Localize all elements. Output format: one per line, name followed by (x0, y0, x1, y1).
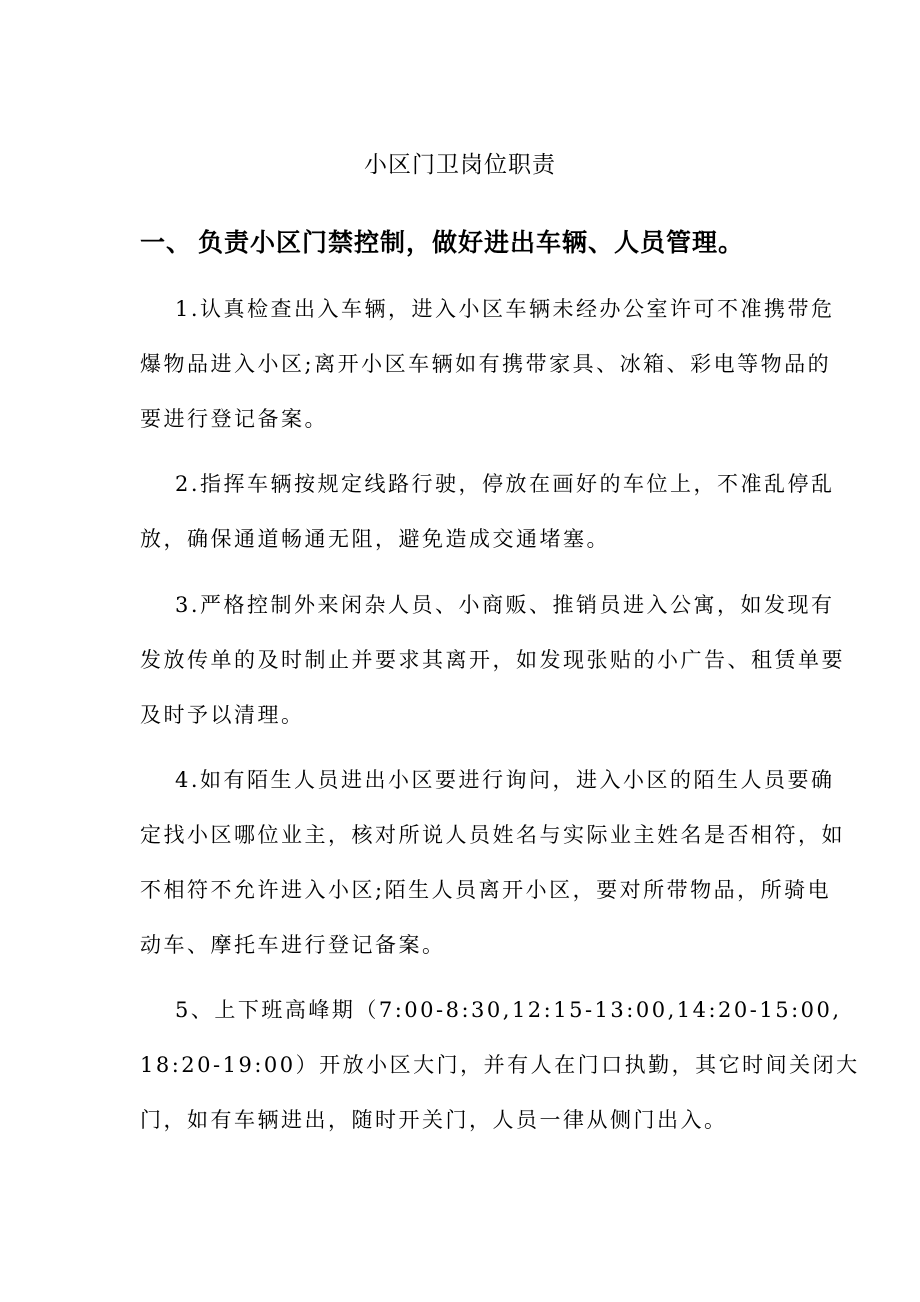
paragraph-line: 4.如有陌生人员进出小区要进行询问，进入小区的陌生人员要确 (175, 768, 835, 792)
paragraph-4 (140, 753, 845, 973)
section-heading (140, 224, 800, 262)
paragraph-line: 定找小区哪位业主，核对所说人员姓名与实际业主姓名是否相符，如 (140, 823, 845, 847)
section-heading-text: 负责小区门禁控制，做好进出车辆、人员管理。 (198, 228, 745, 257)
paragraph-line: 5、上下班高峰期（7:00-8:30,12:15-13:00,14:20-15:00, (175, 998, 842, 1022)
paragraph-line: 发放传单的及时制止并要求其离开，如发现张贴的小广告、租赁单要 (140, 648, 845, 672)
paragraph-line: 1.认真检查出入车辆，进入小区车辆未经办公室许可不准携带危 (175, 297, 835, 321)
document-title: 小区门卫岗位职责 (364, 152, 556, 178)
paragraph-line: 爆物品进入小区;离开小区车辆如有携带家具、冰箱、彩电等物品的 (140, 352, 832, 376)
paragraph-line: 要进行登记备案。 (140, 407, 328, 431)
paragraph-line: 不相符不允许进入小区;陌生人员离开小区，要对所带物品，所骑电 (140, 878, 832, 902)
paragraph-line: 放，确保通道畅通无阻，避免造成交通堵塞。 (140, 527, 610, 551)
paragraph-line: 门，如有车辆进出，随时开关门，人员一律从侧门出入。 (140, 1108, 728, 1132)
paragraph-line: 动车、摩托车进行登记备案。 (140, 933, 446, 957)
paragraph-line: 2.指挥车辆按规定线路行驶，停放在画好的车位上，不准乱停乱 (175, 472, 835, 496)
paragraph-line: 18:20-19:00）开放小区大门，并有人在门口执勤，其它时间关闭大 (140, 1053, 860, 1077)
section-number: 一、 (140, 228, 193, 257)
paragraph-3 (140, 578, 845, 743)
paragraph-5 (140, 983, 860, 1148)
paragraph-1 (140, 282, 835, 447)
paragraph-line: 及时予以清理。 (140, 703, 305, 727)
paragraph-line: 3.严格控制外来闲杂人员、小商贩、推销员进入公寓，如发现有 (175, 593, 835, 617)
paragraph-2 (140, 457, 835, 567)
